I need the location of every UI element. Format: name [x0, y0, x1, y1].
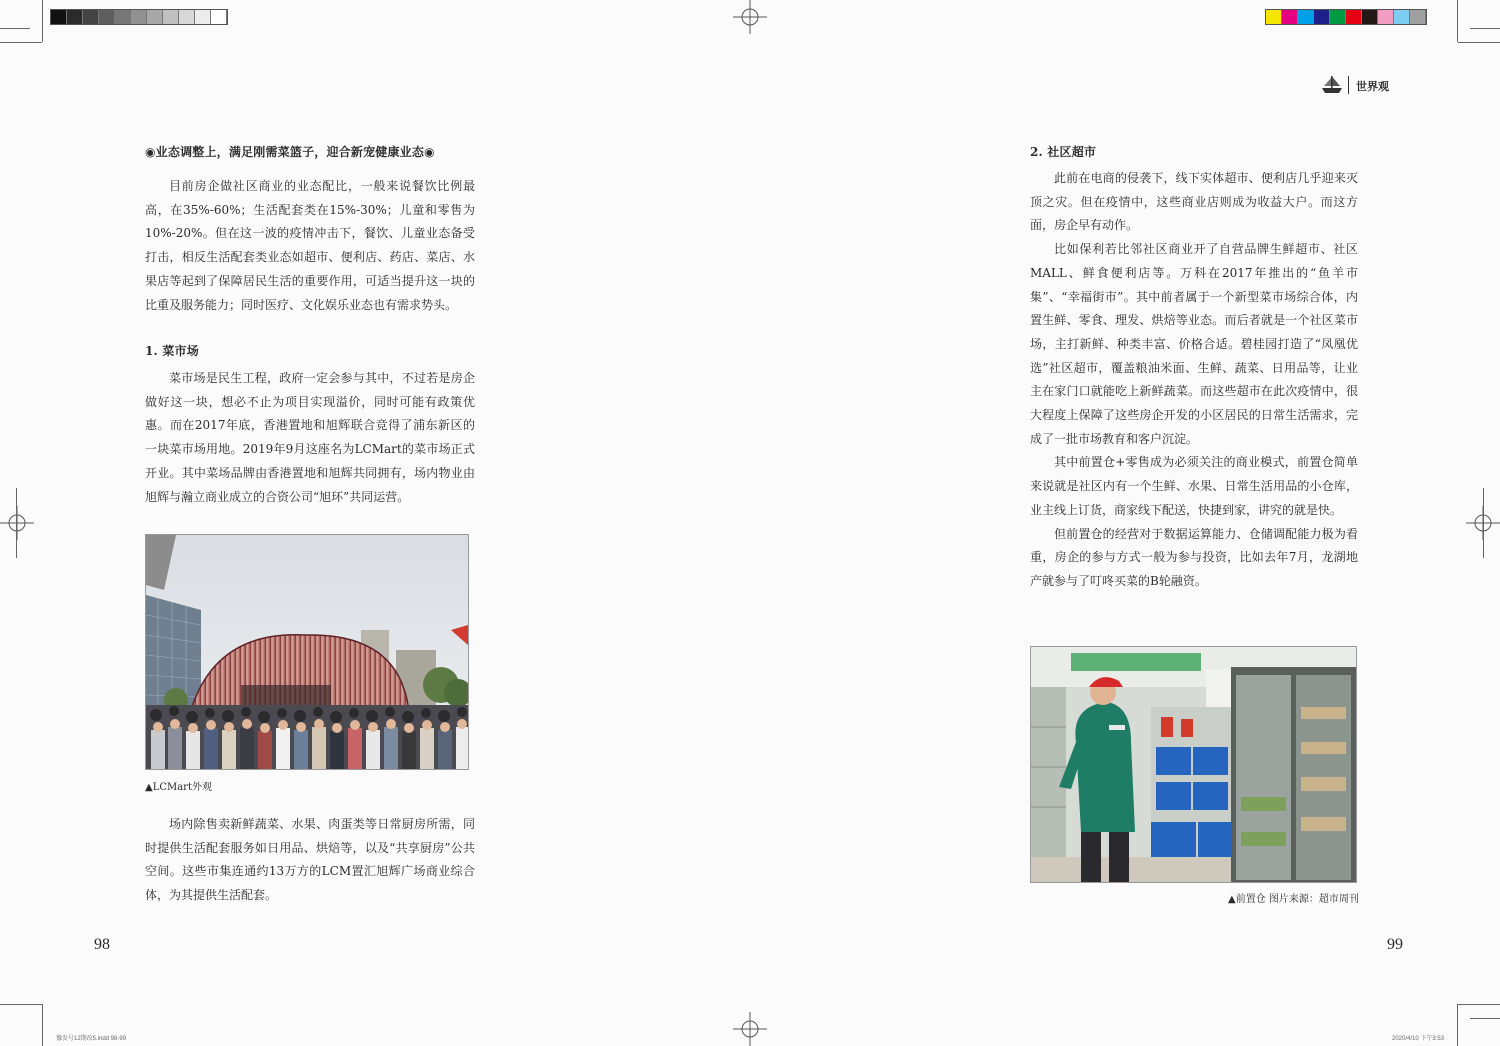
page-number-left: 98 [94, 936, 110, 953]
section-heading-market: 1. 菜市场 [145, 344, 199, 358]
process-color-bar [1265, 9, 1427, 25]
crop-mark [0, 28, 30, 29]
gray-swatch [83, 10, 99, 24]
lcmart-photo [145, 534, 469, 770]
color-swatch [1298, 10, 1314, 24]
intro-text: 目前房企做社区商业的业态配比，一般来说餐饮比例最高，在35%-60%；生活配套类在15%-30%；儿童和零售为10%-20%。但在这一波的疫情冲击下，餐饮、儿童业态备受打击，相反生活配套类业态如超市、便利店、药店、菜店、水果店等起到了保障居民生活的重要作用，可适当提升这一块的比重及服务能力；同时医疗、文化娱乐业态也有需求势头。 [145, 179, 475, 312]
crop-mark [0, 1004, 42, 1005]
registration-line [1483, 488, 1484, 558]
gray-swatch [211, 10, 227, 24]
color-swatch [1330, 10, 1346, 24]
crop-mark [1458, 42, 1500, 43]
crop-mark [1458, 1004, 1500, 1005]
market-text: 菜市场是民生工程，政府一定会参与其中，不过若是房企做好这一块，想必不止为项目实现溢价，同时可能有政策优惠。而在2017年底，香港置地和旭辉联合竞得了浦东新区的一块菜市场用地。2019年9月这座名为LCMart的菜市场正式开业。其中菜场品牌由香港置地和旭辉共同拥有，场内物业由旭辉与瀚立商业成立的合资公司“旭环”共同运营。 [145, 371, 475, 504]
grayscale-color-bar [50, 9, 228, 25]
intro-paragraph [145, 175, 475, 317]
color-swatch [1394, 10, 1410, 24]
crop-mark [1457, 0, 1458, 42]
crop-mark [1470, 28, 1500, 29]
ship-icon [1320, 74, 1344, 94]
section-heading-supermarket: 2. 社区超市 [1030, 145, 1097, 159]
registration-mark [0, 506, 34, 540]
section-title: 世界观 [1356, 80, 1389, 93]
color-swatch [1314, 10, 1330, 24]
header-divider [1348, 76, 1349, 94]
page-number-right: 99 [1387, 936, 1403, 953]
front-warehouse-photo [1030, 646, 1357, 883]
crop-mark [1470, 1018, 1500, 1019]
market-paragraph [145, 367, 475, 509]
crop-mark [42, 1004, 43, 1046]
gray-swatch [179, 10, 195, 24]
crop-mark [42, 0, 43, 42]
gray-swatch [147, 10, 163, 24]
gray-swatch [67, 10, 83, 24]
supermarket-body [1030, 167, 1358, 594]
color-swatch [1282, 10, 1298, 24]
supermarket-paragraph-3: 其中前置仓+零售成为必须关注的商业模式，前置仓简单来说就是社区内有一个生鲜、水果、日常生活用品的小仓库，业主线上订货，商家线下配送，快捷到家，讲究的就是快。 [1030, 455, 1358, 517]
supermarket-paragraph-1: 此前在电商的侵袭下，线下实体超市、便利店几乎迎来灭顶之灾。但在疫情中，这些商业店则成为收益大户。而这方面，房企早有动作。 [1030, 171, 1358, 233]
registration-line [16, 488, 17, 558]
crop-mark [0, 42, 42, 43]
color-swatch [1346, 10, 1362, 24]
color-swatch [1362, 10, 1378, 24]
gray-swatch [195, 10, 211, 24]
lcmart-photo-caption: ▲LCMart外观 [145, 782, 212, 793]
registration-mark [733, 0, 767, 34]
slug-timestamp: 2020/4/10 下午3:53 [1392, 1036, 1445, 1042]
gray-swatch [51, 10, 67, 24]
slug-filename: 豫发号12期改5.indd 98-99 [56, 1036, 127, 1042]
color-swatch [1378, 10, 1394, 24]
gray-swatch [99, 10, 115, 24]
supermarket-paragraph-2: 比如保利若比邻社区商业开了自营品牌生鲜超市、社区MALL、鲜食便利店等。万科在2017年推出的“鱼羊市集”、“幸福街市”。其中前者属于一个新型菜市场综合体，内置生鲜、零食、理发、烘焙等业态。而后者就是一个社区菜市场，主打新鲜、种类丰富、价格合适。碧桂园打造了“凤凰优选”社区超市，覆盖粮油米面、生鲜、蔬菜、日用品等，让业主在家门口就能吃上新鲜蔬菜。而这些超市在此次疫情中，很大程度上保障了这些房企开发的小区居民的日常生活需求，完成了一批市场教育和客户沉淀。 [1030, 242, 1358, 446]
closing-paragraph [145, 813, 475, 908]
crop-mark [1457, 1004, 1458, 1046]
gray-swatch [131, 10, 147, 24]
gray-swatch [115, 10, 131, 24]
supermarket-paragraph-4: 但前置仓的经营对于数据运算能力、仓储调配能力极为看重，房企的参与方式一般为参与投资，比如去年7月，龙湖地产就参与了叮咚买菜的B轮融资。 [1030, 526, 1358, 588]
lcmart-photo-illustration [146, 535, 468, 769]
registration-mark [733, 1012, 767, 1046]
closing-text: 场内除售卖新鲜蔬菜、水果、肉蛋类等日常厨房所需，同时提供生活配套服务如日用品、烘焙等，以及“共享厨房”公共空间。这些市集连通约13万方的LCM置汇旭辉广场商业综合体，为其提供生活配套。 [145, 817, 475, 903]
front-warehouse-illustration [1031, 647, 1356, 882]
color-swatch [1266, 10, 1282, 24]
color-swatch [1410, 10, 1426, 24]
gray-swatch [163, 10, 179, 24]
front-warehouse-caption: ▲前置仓 图片来源：超市周刊 [1228, 894, 1359, 905]
article-subheading: ◉业态调整上，满足刚需菜篮子，迎合新宠健康业态◉ [145, 145, 435, 159]
